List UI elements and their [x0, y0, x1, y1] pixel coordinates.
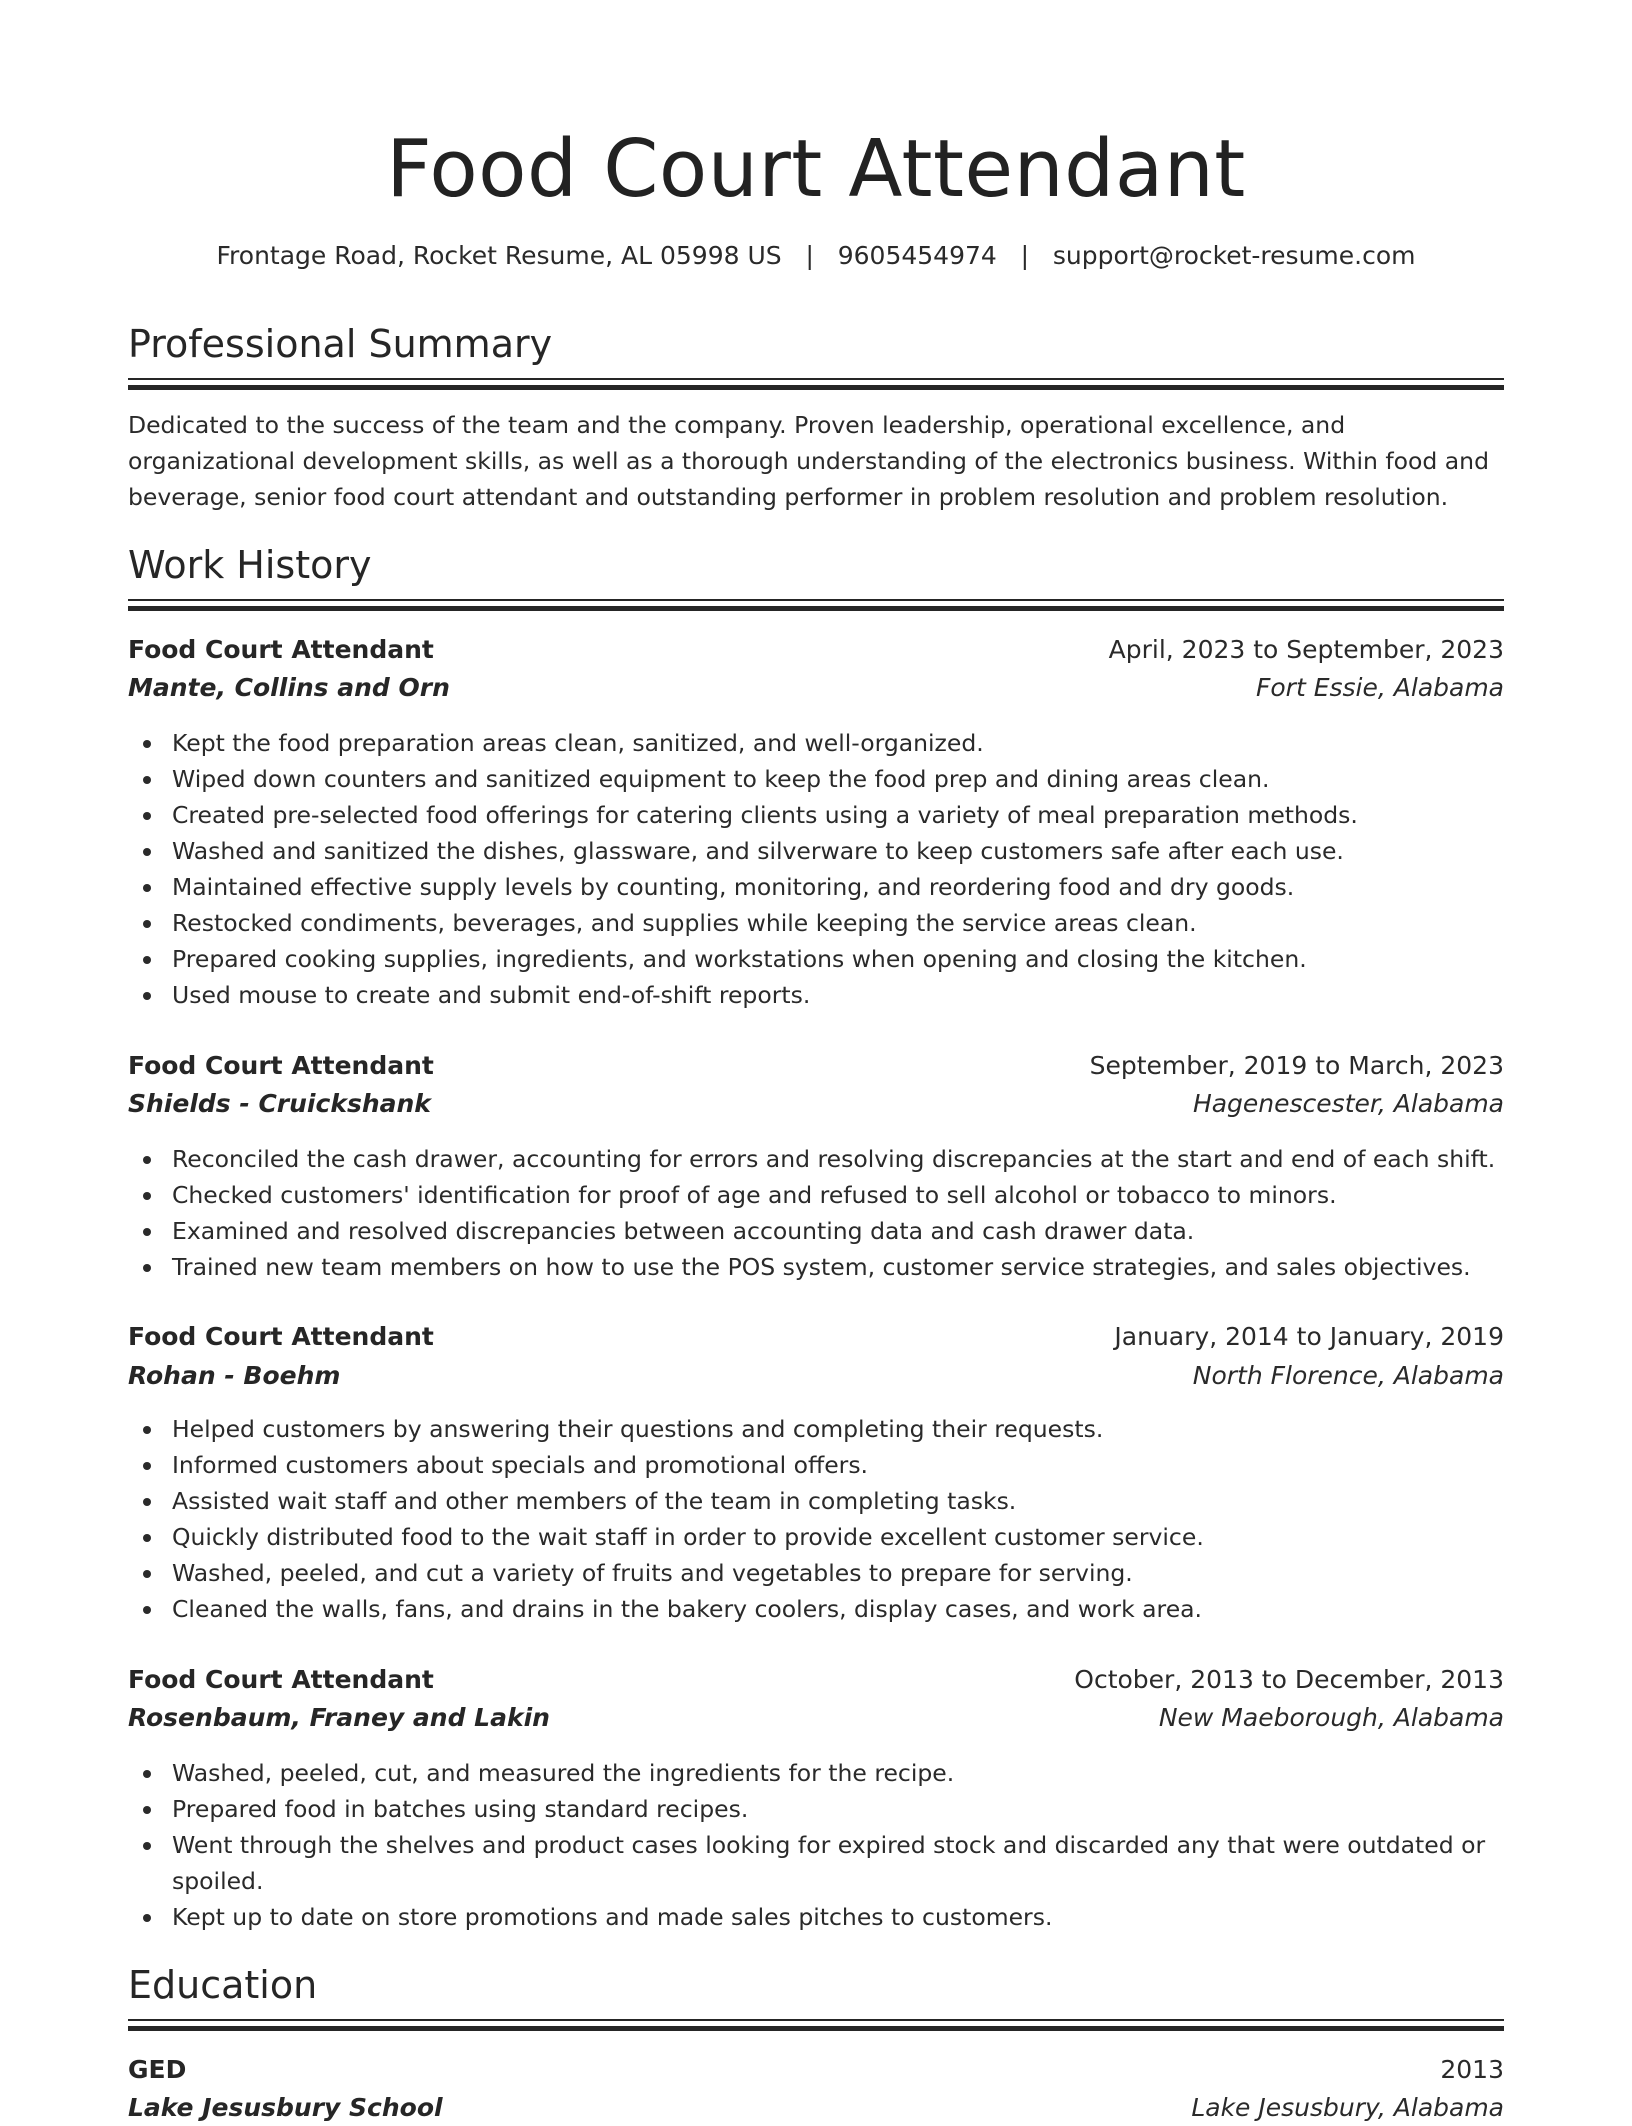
job-dates: April, 2023 to September, 2023: [1108, 635, 1504, 664]
job-location: Hagenescester, Alabama: [1192, 1089, 1504, 1118]
education-degree-row: [128, 2052, 1504, 2088]
job-company: Rosenbaum, Franey and Lakin: [128, 1703, 550, 1732]
job-title: Food Court Attendant: [128, 1665, 434, 1694]
education-school-row: [128, 2090, 1504, 2126]
job-bullet: Maintained effective supply levels by counting, monitoring, and reordering food and dry goods.: [128, 869, 1504, 905]
job-location: New Maeborough, Alabama: [1158, 1703, 1504, 1732]
section-divider: [128, 378, 1504, 388]
job-company-row: [128, 1700, 1504, 1736]
education-location: Lake Jesusbury, Alabama: [1191, 2093, 1504, 2122]
job-bullet: Informed customers about specials and promotional offers.: [128, 1447, 1504, 1483]
section-heading-education: Education: [128, 1963, 318, 2007]
section-heading-summary: Professional Summary: [128, 322, 553, 366]
job-bullet: Kept up to date on store promotions and made sales pitches to customers.: [128, 1899, 1504, 1935]
job-bullet: Reconciled the cash drawer, accounting for errors and resolving discrepancies at the start and end of each shift.: [128, 1141, 1504, 1177]
education-school: Lake Jesusbury School: [128, 2093, 443, 2122]
job-title-row: [128, 632, 1504, 668]
job-bullet-list: [128, 1411, 1504, 1627]
job-location: Fort Essie, Alabama: [1256, 673, 1504, 702]
job-bullet: Helped customers by answering their questions and completing their requests.: [128, 1411, 1504, 1447]
job-bullet: Created pre-selected food offerings for catering clients using a variety of meal preparation methods.: [128, 797, 1504, 833]
job-company: Shields - Cruickshank: [128, 1089, 431, 1118]
job-bullet: Trained new team members on how to use the POS system, customer service strategies, and sales objectives.: [128, 1249, 1504, 1285]
job-bullet: Went through the shelves and product cases looking for expired stock and discarded any that were outdated or spoiled.: [128, 1827, 1504, 1899]
job-bullet-list: [128, 1141, 1504, 1285]
section-divider: [128, 599, 1504, 609]
job-bullet: Kept the food preparation areas clean, sanitized, and well-organized.: [128, 725, 1504, 761]
job-bullet: Washed, peeled, and cut a variety of fruits and vegetables to prepare for serving.: [128, 1555, 1504, 1591]
job-dates: September, 2019 to March, 2023: [1089, 1051, 1504, 1080]
job-title: Food Court Attendant: [128, 1322, 434, 1351]
job-title: Food Court Attendant: [128, 635, 434, 664]
job-bullet: Checked customers' identification for proof of age and refused to sell alcohol or tobacco to minors.: [128, 1177, 1504, 1213]
job-company-row: [128, 670, 1504, 706]
job-bullet: Assisted wait staff and other members of the team in completing tasks.: [128, 1483, 1504, 1519]
job-bullet: Restocked condiments, beverages, and supplies while keeping the service areas clean.: [128, 905, 1504, 941]
job-bullet: Washed, peeled, cut, and measured the ingredients for the recipe.: [128, 1755, 1504, 1791]
job-bullet-list: [128, 1755, 1504, 1935]
contact-line: Frontage Road, Rocket Resume, AL 05998 US | 9605454974 | support@rocket-resume.com: [216, 241, 1416, 270]
job-dates: October, 2013 to December, 2013: [1074, 1665, 1504, 1694]
job-company-row: [128, 1358, 1504, 1394]
section-heading-work-history: Work History: [128, 543, 372, 587]
job-bullet-list: [128, 725, 1504, 1013]
job-bullet: Cleaned the walls, fans, and drains in the bakery coolers, display cases, and work area.: [128, 1591, 1504, 1627]
job-bullet: Prepared food in batches using standard recipes.: [128, 1791, 1504, 1827]
education-degree: GED: [128, 2055, 187, 2084]
job-location: North Florence, Alabama: [1192, 1361, 1504, 1390]
job-title: Food Court Attendant: [128, 1051, 434, 1080]
job-title-row: [128, 1662, 1504, 1698]
job-title-row: [128, 1048, 1504, 1084]
job-bullet: Wiped down counters and sanitized equipment to keep the food prep and dining areas clean.: [128, 761, 1504, 797]
job-title-row: [128, 1319, 1504, 1355]
job-bullet: Used mouse to create and submit end-of-shift reports.: [128, 977, 1504, 1013]
education-year: 2013: [1440, 2055, 1504, 2084]
job-bullet: Washed and sanitized the dishes, glassware, and silverware to keep customers safe after each use.: [128, 833, 1504, 869]
resume-name: Food Court Attendant: [386, 123, 1246, 215]
job-bullet: Prepared cooking supplies, ingredients, and workstations when opening and closing the kitchen.: [128, 941, 1504, 977]
job-company: Mante, Collins and Orn: [128, 673, 450, 702]
summary-text: Dedicated to the success of the team and the company. Proven leadership, operational excellence, and organizational development skills, as well as a thorough understanding of the electronics business. Within food and beverage, senior food court attendant and outstanding performer in problem resolution and problem resolution.: [128, 411, 1489, 511]
job-company-row: [128, 1086, 1504, 1122]
job-bullet: Examined and resolved discrepancies between accounting data and cash drawer data.: [128, 1213, 1504, 1249]
section-divider: [128, 2019, 1504, 2029]
job-bullet: Quickly distributed food to the wait staff in order to provide excellent customer service.: [128, 1519, 1504, 1555]
job-dates: January, 2014 to January, 2019: [1114, 1322, 1504, 1351]
job-company: Rohan - Boehm: [128, 1361, 341, 1390]
